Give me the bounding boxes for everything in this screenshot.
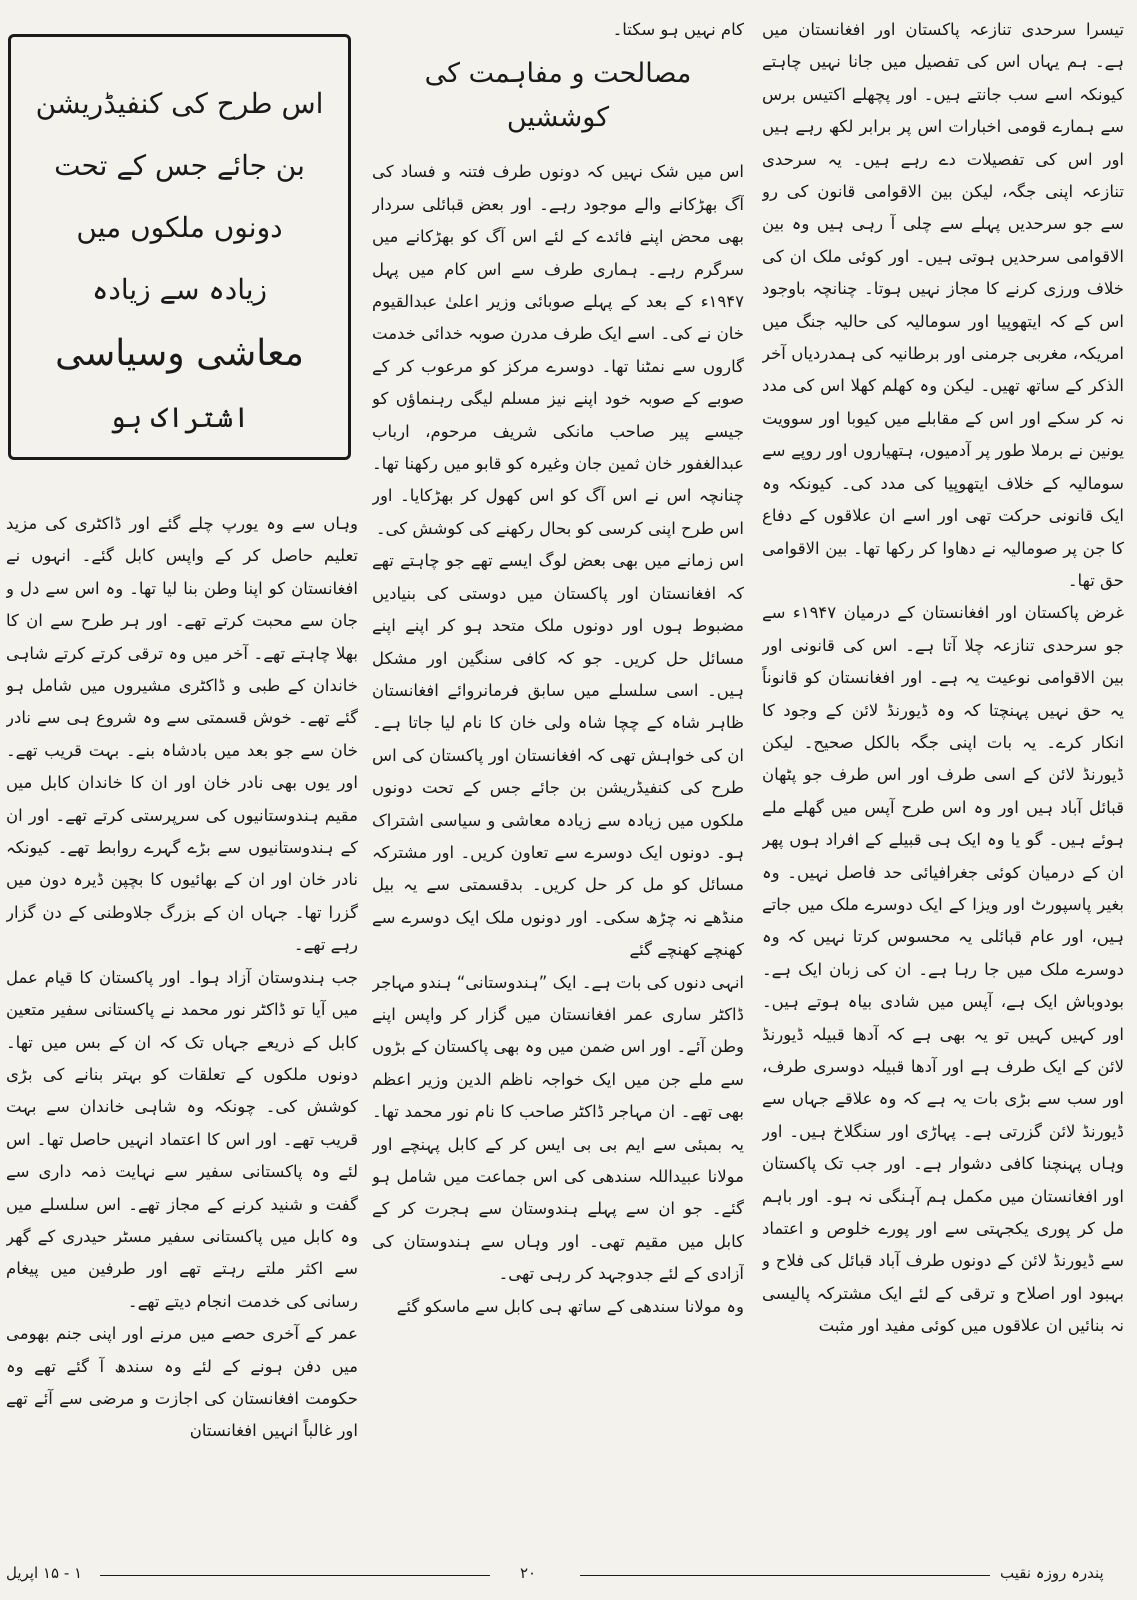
paragraph: انہی دنوں کی بات ہے۔ ایک ”ہندوستانی“ ہندو مہاجر ڈاکٹر ساری عمر افغانستان میں گزار کر واپس اپنے وطن آئے۔ اور اس ضمن میں وہ بھی پاکستان کے بڑوں سے ملے جن میں ایک خواجہ ناظم الدین وزیر اعظم بھی تھے۔ ان مہاجر ڈاکٹر صاحب کا نام نور محمد تھا۔ یہ بمبئی سے ایم بی بی ایس کر کے کابل پہنچے اور مولانا عبیداللہ سندھی کی اس جماعت میں شامل ہو گئے۔ جو ان سے پہلے ہندوستان سے ہجرت کر کے کابل میں مقیم تھی۔ اور وہاں سے ہندوستان کی آزادی کے لئے جدوجہد کر رہی تھی۔ bbox=[372, 972, 744, 1284]
section-heading: مصالحت و مفاہمت کی کوششیں bbox=[424, 58, 692, 134]
issue-date: ۱ - ۱۵ اپریل bbox=[6, 1564, 83, 1582]
article-column-right bbox=[762, 14, 1124, 1560]
pull-quote-line: معاشی وسیاسی bbox=[55, 333, 304, 374]
pull-quote-line: دونوں ملکوں میں bbox=[76, 211, 283, 244]
page-number: ۲۰ bbox=[520, 1564, 537, 1582]
paragraph: عمر کے آخری حصے میں مرنے اور اپنی جنم بھومی میں دفن ہونے کے لئے وہ سندھ آ گئے تھے وہ حکومت افغانستان کی اجازت و مرضی سے آئے تھے اور غالباً انہیں افغانستان bbox=[6, 1324, 358, 1441]
pull-quote-line: اس طرح کی کنفیڈریشن bbox=[35, 87, 324, 120]
article-column-left bbox=[6, 508, 358, 1560]
pull-quote-line: زیادہ سے زیادہ bbox=[91, 273, 268, 306]
paragraph: اس میں شک نہیں کہ دونوں طرف فتنہ و فساد کی آگ بھڑکانے والے موجود رہے۔ اور بعض قبائلی سردار بھی محض اپنے فائدے کے لئے اس آگ کو بھڑکانے میں سرگرم رہے۔ ہماری طرف سے اس کام میں پہل ۱۹۴۷ء کے بعد کے پہلے صوبائی وزیر اعلیٰ عبدالقیوم خان نے کی۔ اسے ایک طرف مدرن صوبہ خدائی خدمت گاروں سے نمٹنا تھا۔ دوسرے مرکز کو مرعوب کر کے صوبے کے صوبہ خود اپنے نیز مسلم لیگی رہنماؤں کو جیسے پیر صاحب مانکی شریف مرحوم، ارباب عبدالغفور خان ثمین جان وغیرہ کو قابو میں رکھنا تھا۔ چنانچہ اس نے اس آگ کو اس کھول کر بھڑکایا۔ اور اس طرح اپنی کرسی کو بحال رکھنے کی کوشش کی۔ bbox=[372, 162, 744, 538]
continued-text: کام نہیں ہو سکتا۔ bbox=[612, 20, 744, 39]
pull-quote-line: اشتراک ہو bbox=[109, 401, 250, 434]
publication-name: پندرہ روزہ نقیب bbox=[1000, 1564, 1104, 1582]
page-footer bbox=[0, 1560, 1137, 1590]
footer-rule bbox=[580, 1575, 990, 1576]
pull-quote-line: بن جائے جس کے تحت bbox=[54, 149, 305, 182]
paragraph: وہاں سے وہ یورپ چلے گئے اور ڈاکٹری کی مزید تعلیم حاصل کر کے واپس کابل گئے۔ انہوں نے افغانستان کو اپنا وطن بنا لیا تھا۔ وہ اس سے دل و جان سے محبت کرتے تھے۔ اور ہر طرح سے ان کا بھلا چاہتے تھے۔ آخر میں وہ ترقی کرتے کرتے شاہی خاندان کے طبی و ڈاکٹری مشیروں میں شامل ہو گئے تھے۔ خوش قسمتی سے وہ شروع ہی سے نادر خان سے جو بعد میں بادشاہ بنے۔ بہت قریب تھے۔ اور یوں بھی نادر خان اور ان کا خاندان کابل میں مقیم ہندوستانیوں کی سرپرستی کرتے تھے۔ اور ان کے ہندوستانیوں سے بڑے گہرے روابط تھے۔ کیونکہ نادر خان اور ان کے بھائیوں کا بچپن ڈیرہ دون میں گزرا تھا۔ جہاں ان کے بزرگ جلاوطنی کے دن گزار رہے تھے۔ bbox=[6, 514, 358, 955]
paragraph: تیسرا سرحدی تنازعہ پاکستان اور افغانستان میں ہے۔ ہم یہاں اس کی تفصیل میں جانا نہیں چاہتے کیونکہ اسے سب جانتے ہیں۔ اور پچھلے اکتیس برس سے ہمارے قومی اخبارات اس پر برابر لکھ رہے ہیں اور اس کی تفصیلات دے رہے ہیں۔ یہ سرحدی تنازعہ اپنی جگہ، لیکن بین الاقوامی قانون کی رو سے جو سرحدیں پہلے سے چلی آ رہی ہیں وہ بین الاقوامی سرحدیں ہوتی ہیں۔ اور کوئی ملک ان کی خلاف ورزی کرنے کا مجاز نہیں ہوتا۔ چنانچہ باوجود اس کے کہ ایتھوپیا اور سومالیہ کی حالیہ جنگ میں امریکہ، مغربی جرمنی اور برطانیہ کی ہمدردیاں آخر الذکر کے ساتھ تھیں۔ لیکن وہ کھلم کھلا اس کی مدد نہ کر سکے اور اس کے مقابلے میں کیوبا اور سوویت یونین نے برملا طور پر آدمیوں، ہتھیاروں اور روپے سے سومالیہ کے خلاف ایتھوپیا کی مدد کی۔ کیونکہ وہ ایک قانونی حرکت تھی اور اسے ان علاقوں کے دفاع کا جن پر صومالیہ نے دھاوا کر رکھا تھا۔ بین الاقوامی حق تھا۔ bbox=[762, 20, 1124, 590]
pull-quote-box bbox=[8, 34, 351, 460]
article-column-middle bbox=[372, 14, 744, 1560]
paragraph: جب ہندوستان آزاد ہوا۔ اور پاکستان کا قیام عمل میں آیا تو ڈاکٹر نور محمد نے پاکستانی سفیر متعین کابل کے ذریعے جہاں تک کہ ان کے بس میں تھا۔ دونوں ملکوں کے تعلقات کو بہتر بنانے کی بڑی کوشش کی۔ چونکہ وہ شاہی خاندان سے بہت قریب تھے۔ اور اس کا اعتماد انہیں حاصل تھا۔ اس لئے وہ پاکستانی سفیر سے نہایت ذمہ داری سے گفت و شنید کرنے کے مجاز تھے۔ اس سلسلے میں وہ کابل میں پاکستانی سفیر مسٹر حیدری کے گھر سے اکثر ملتے رہتے تھے اور طرفین میں پیغام رسانی کی خدمت انجام دیتے تھے۔ bbox=[6, 967, 358, 1311]
paragraph: اس زمانے میں بھی بعض لوگ ایسے تھے جو چاہتے تھے کہ افغانستان اور پاکستان میں دوستی کی بنیادیں مضبوط ہوں اور دونوں ملک متحد ہو کر اپنے اپنے مسائل حل کریں۔ جو کہ کافی سنگین اور مشکل ہیں۔ اسی سلسلے میں سابق فرمانروائے افغانستان ظاہر شاہ کے چچا شاہ ولی خان کا نام لیا جاتا ہے۔ ان کی خواہش تھی کہ افغانستان اور پاکستان کی اس طرح کی کنفیڈریشن بن جائے جس کے تحت دونوں ملکوں میں زیادہ سے زیادہ معاشی و سیاسی اشتراک ہو۔ دونوں ایک دوسرے سے تعاون کریں۔ اور مشترکہ مسائل کو مل کر حل کریں۔ بدقسمتی سے یہ بیل منڈھے نہ چڑھ سکی۔ اور دونوں ملک ایک دوسرے سے کھنچے کھنچے گئے bbox=[372, 551, 744, 960]
footer-rule bbox=[100, 1575, 490, 1576]
paragraph: وہ مولانا سندھی کے ساتھ ہی کابل سے ماسکو گئے bbox=[396, 1296, 744, 1316]
paragraph: غرض پاکستان اور افغانستان کے درمیان ۱۹۴۷ء سے جو سرحدی تنازعہ چلا آتا ہے۔ اس کی قانونی اور بین الاقوامی نوعیت یہ ہے۔ اور افغانستان کو قانوناً یہ حق نہیں پہنچتا کہ وہ ڈیورنڈ لائن کے وجود کا انکار کرے۔ یہ بات اپنی جگہ بالکل صحیح۔ لیکن ڈیورنڈ لائن کے اسی طرف اور اس طرف جو پٹھان قبائل آباد ہیں اور وہ اس طرح آپس میں گھلے ملے ہوئے ہیں۔ گو یا وہ ایک ہی قبیلے کے افراد ہوں پھر ان کے درمیان کوئی جغرافیائی حد فاصل نہیں۔ وہ بغیر پاسپورٹ اور ویزا کے ایک دوسرے ملک میں جاتے ہیں، اور عام قبائلی یہ محسوس کرتا نہیں کہ وہ دوسرے ملک میں جا رہا ہے۔ ان کی زبان ایک ہے۔ بودوباش ایک ہے، آپس میں شادی بیاہ ہوتے ہیں۔ اور کہیں کہیں تو یہ بھی ہے کہ آدھا قبیلہ ڈیورنڈ لائن کے ایک طرف ہے اور آدھا قبیلہ دوسری طرف، اور سب سے بڑی بات یہ ہے کہ وہ علاقے جہاں سے ڈیورنڈ لائن گزرتی ہے۔ پہاڑی اور سنگلاخ ہیں۔ اور وہاں پہنچنا کافی دشوار ہے۔ اور جب تک پاکستان اور افغانستان میں مکمل ہم آہنگی نہ ہو۔ اور باہم مل کر پوری یکجہتی سے اور پورے خلوص و اعتماد سے ڈیورنڈ لائن کے دونوں طرف آباد قبائل کی فلاح و بہبود اور اصلاح و ترقی کے لئے ایک مشترکہ پالیسی نہ بنائیں ان علاقوں میں کوئی مفید اور مثبت bbox=[762, 603, 1124, 1336]
